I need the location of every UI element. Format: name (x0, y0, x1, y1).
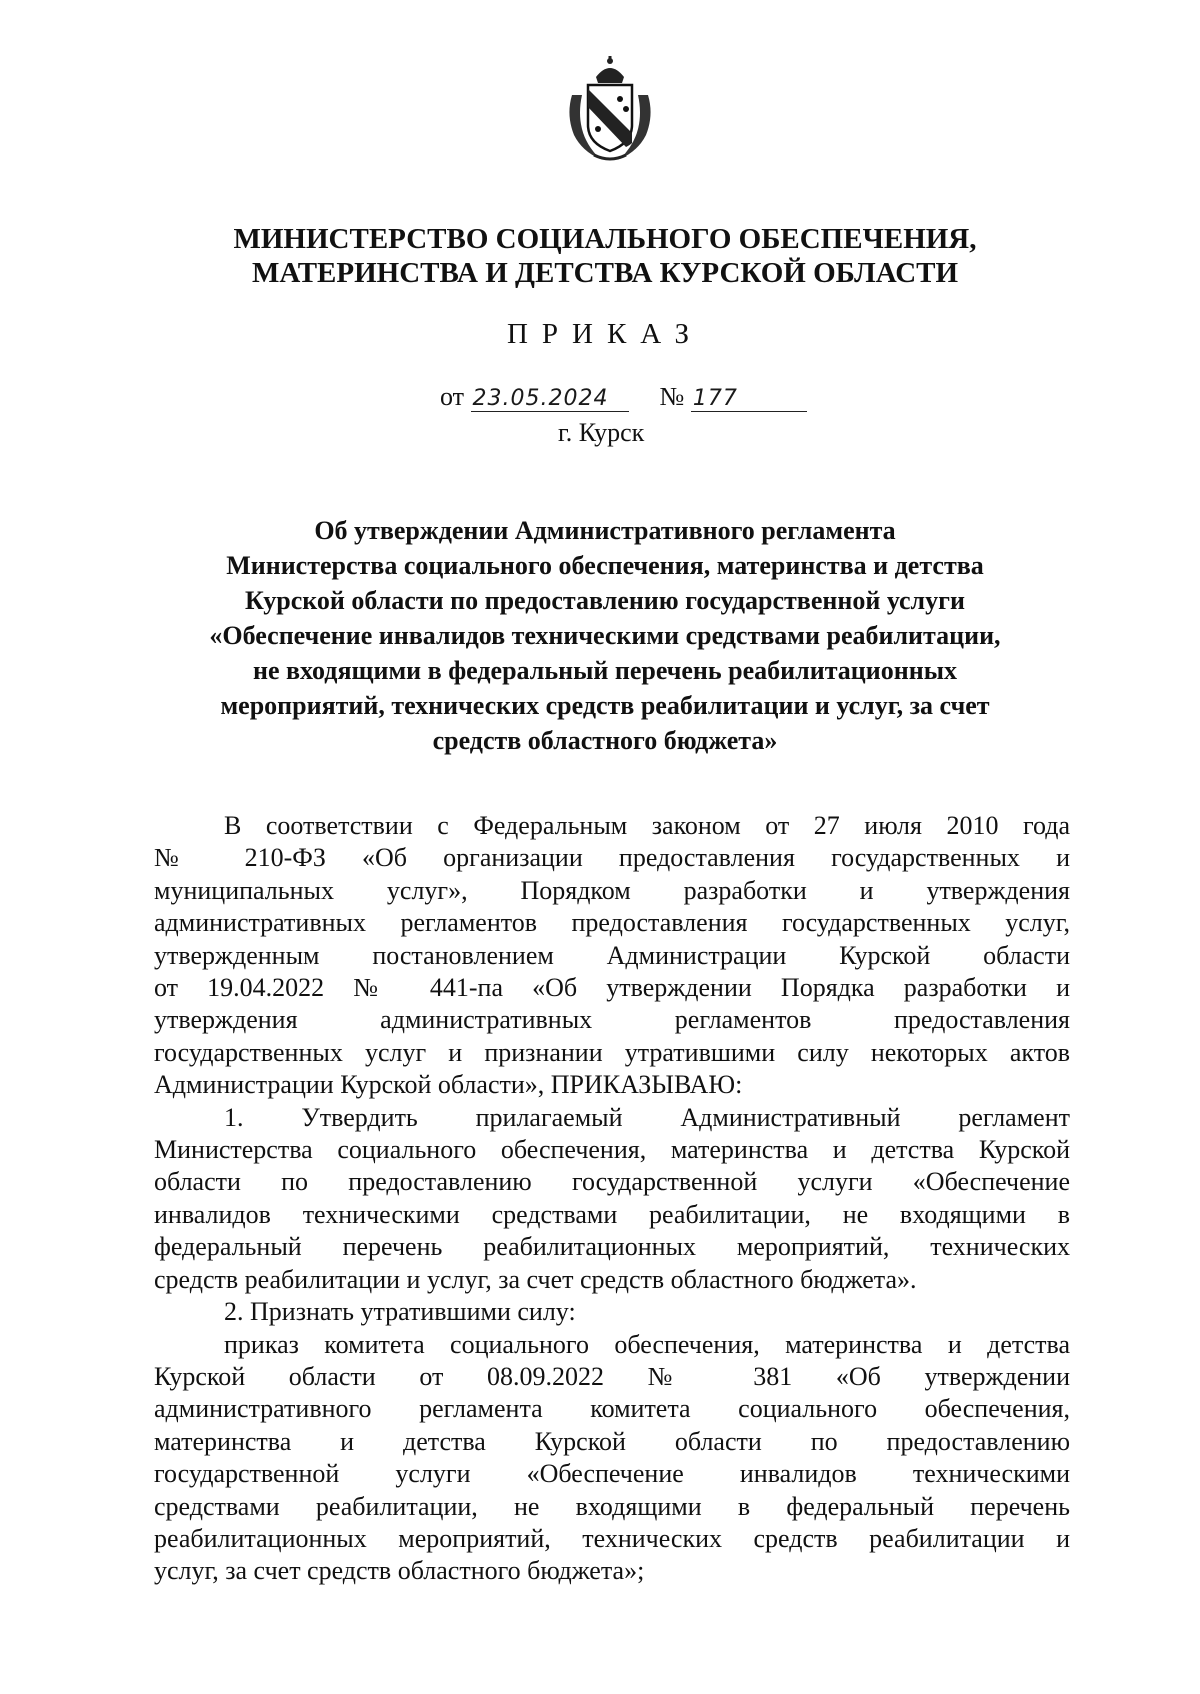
subject-line: Об утверждении Административного регламента (314, 516, 896, 545)
body-line: № 210-ФЗ «Об организации предоставления государственных и (154, 843, 1070, 873)
body-line: Министерства социального обеспечения, материнства и детства Курской (154, 1135, 1070, 1165)
subject-line: не входящими в федеральный перечень реабилитационных (252, 656, 958, 685)
body-line: реабилитационных мероприятий, технических средств реабилитации и (154, 1523, 1070, 1553)
body-line: Курской области от 08.09.2022 № 381 «Об утверждении (154, 1361, 1070, 1391)
coat-of-arms-icon (564, 55, 656, 165)
subject-line: Курской области по предоставлению государственной услуги (245, 586, 965, 615)
body-line: инвалидов техническими средствами реабилитации, не входящими в (154, 1199, 1070, 1229)
date-prefix: от (440, 382, 465, 411)
handwritten-number: 177 (691, 386, 807, 412)
body-line: приказ комитета социального обеспечения, материнства и детства (224, 1329, 1070, 1359)
handwritten-date: 23.05.2024 (471, 386, 629, 412)
ministry-title (150, 222, 1060, 290)
subject-line: мероприятий, технических средств реабилитации и услуг, за счет (220, 691, 990, 720)
body-line: государственных услуг и признании утратившими силу некоторых актов (154, 1037, 1070, 1067)
body-line: административного регламента комитета социального обеспечения, (154, 1394, 1070, 1424)
ministry-title-line-1: МИНИСТЕРСТВО СОЦИАЛЬНОГО ОБЕСПЕЧЕНИЯ, (233, 223, 977, 255)
subject-line: «Обеспечение инвалидов техническими средствами реабилитации, (209, 621, 1001, 650)
ministry-title-line-2: МАТЕРИНСТВА И ДЕТСТВА КУРСКОЙ ОБЛАСТИ (251, 257, 959, 289)
body-line: Администрации Курской области», ПРИКАЗЫВАЮ: (154, 1070, 743, 1100)
body-line: области по предоставлению государственной услуги «Обеспечение (154, 1167, 1070, 1197)
body-line: В соответствии с Федеральным законом от 27 июля 2010 года (224, 811, 1070, 840)
body-line: 2. Признать утратившими силу: (224, 1297, 576, 1327)
body-line: административных регламентов предоставления государственных услуг, (154, 908, 1070, 938)
body-line: муниципальных услуг», Порядком разработки и утверждения (154, 875, 1070, 905)
subject-line: средств областного бюджета» (432, 726, 778, 755)
date-number-line (440, 382, 807, 412)
city: г. Курск (558, 418, 645, 447)
order-subject (150, 513, 1060, 758)
body-line: утвержденным постановлением Администрации Курской области (154, 940, 1070, 970)
body-line: федеральный перечень реабилитационных мероприятий, технических (154, 1232, 1070, 1262)
body-line: услуг, за счет средств областного бюджета»; (154, 1556, 645, 1586)
body-line: средствами реабилитации, не входящими в федеральный перечень (154, 1491, 1070, 1521)
order-body (154, 810, 1070, 1588)
subject-line: Министерства социального обеспечения, материнства и детства (226, 551, 984, 580)
body-line: материнства и детства Курской области по предоставлению (154, 1426, 1070, 1456)
body-line: утверждения административных регламентов предоставления (154, 1005, 1070, 1035)
body-line: от 19.04.2022 № 441-па «Об утверждении Порядка разработки и (154, 973, 1070, 1003)
body-line: государственной услуги «Обеспечение инвалидов техническими (154, 1459, 1070, 1489)
document-type: ПРИКАЗ (506, 318, 704, 350)
number-prefix: № (659, 382, 685, 411)
body-line: средств реабилитации и услуг, за счет средств областного бюджета». (154, 1264, 917, 1294)
body-line: 1. Утвердить прилагаемый Административный регламент (224, 1102, 1070, 1132)
